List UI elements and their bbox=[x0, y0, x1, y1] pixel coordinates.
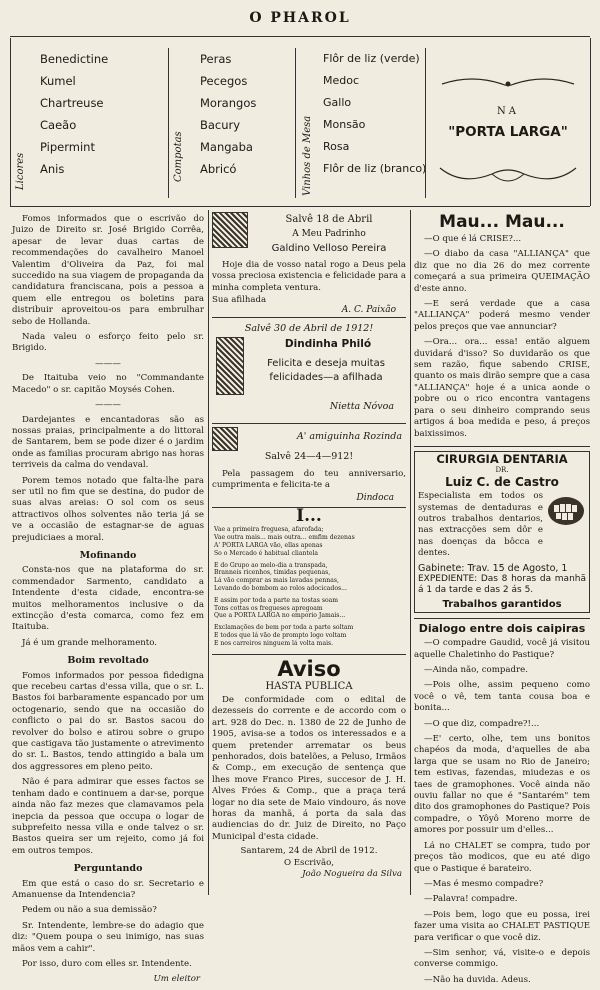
poem-line: Que a PORTA LARGA no emporio Jamais... bbox=[214, 612, 346, 620]
licores-item: Chartreuse bbox=[40, 96, 104, 110]
decorative-corner-icon bbox=[212, 212, 248, 248]
poem-line: So o Mercado é habitual cliantela bbox=[214, 549, 319, 557]
aviso-title: Aviso bbox=[277, 656, 341, 681]
article-paragraph: —O que é lá CRISE?... bbox=[424, 234, 522, 244]
notice-rule bbox=[414, 446, 590, 447]
column-rule bbox=[410, 210, 411, 895]
article-paragraph: Porem temos notado que falta-lhe para ser util no fim que se destina, do pudor de suas alvas areias: O sol com os seus attractivos olhos solventes não teria já se ve a occasião de estagnar-se de aguas prejudiciaes a moral. bbox=[12, 475, 204, 543]
licores-item: Benedictine bbox=[40, 52, 109, 66]
article-signature: Um eleitor bbox=[153, 974, 200, 985]
article-heading: Boim revoltado bbox=[67, 655, 149, 667]
notice-signature: A. C. Paixão bbox=[341, 305, 396, 315]
column-rule bbox=[208, 210, 209, 895]
article-paragraph: Por isso, duro com elles sr. Intendente. bbox=[22, 958, 192, 969]
porta-larga-ad bbox=[432, 60, 584, 200]
poem-line: Tons cottas os fregueses apregoam bbox=[214, 604, 323, 612]
poem-line: E assim por toda a parte na tostas soam bbox=[214, 596, 339, 604]
poem-line: Vae a primeira freguesa, afarofada; bbox=[214, 526, 324, 534]
notice-signature: Dindoca bbox=[356, 493, 394, 503]
flourish-ornament-top bbox=[432, 74, 584, 94]
notice-to: A Meu Padrinho bbox=[292, 229, 366, 239]
article-paragraph: —Ainda não, compadre. bbox=[424, 665, 528, 675]
mau-title: Mau... Mau... bbox=[439, 212, 565, 232]
cirurgia-ad bbox=[414, 451, 590, 613]
vinhos-list bbox=[323, 48, 426, 180]
masthead bbox=[0, 0, 600, 38]
notice-rule bbox=[212, 507, 406, 508]
cirurgia-name: Luiz C. de Castro bbox=[445, 474, 559, 489]
article-paragraph: —E será verdade que a casa "ALLIANÇA" poderá mesmo vender pelos preços que vae annunciar? bbox=[414, 299, 590, 332]
article-paragraph: —O diabo da casa "ALLIANÇA" que diz que no dia 26 do mez corrente começará a sua primeira QUEIMAÇÃO d'este anno. bbox=[414, 249, 590, 294]
dialogo-title: Dialogo entre dois caipiras bbox=[418, 622, 586, 636]
notice-rule bbox=[212, 423, 406, 424]
licores-label: Licores bbox=[15, 152, 26, 190]
vinhos-label: Vinhos de Mesa bbox=[302, 115, 313, 196]
ads-bottom-rule bbox=[10, 206, 590, 207]
compotas-item: Peras bbox=[200, 52, 232, 66]
cirurgia-expediente: EXPEDIENTE: Das 8 horas da manhã á 1 da tarde e das 2 ás 5. bbox=[418, 573, 586, 596]
licores-item: Anis bbox=[40, 162, 65, 176]
birthday-notice-3 bbox=[212, 427, 406, 507]
licores-item: Pipermint bbox=[40, 140, 95, 154]
notice-date: Salvê 24—4—912! bbox=[264, 451, 354, 462]
article-paragraph: —Ora... ora... essa! então alguem duvidará d'isso? So duvidarão os que sem razão, fique sabendo CRISE, quanto os mais dirão sempre que a casa "ALLIANÇA" hoje é a unica aonde o pobre ou o rico encontra vantagens para o seu dinheiro comprando seus artigos á boa medida e peso, á preços baixissimos. bbox=[414, 337, 590, 439]
article-paragraph: Dardejantes e encantadoras são as nossas praias, principalmente a do littoral de Santarem, bem se pode dizer é o jardim onde as familias procuram abrigo nas horas terriveis da calma do vendaval. bbox=[12, 414, 204, 471]
article-paragraph: Não é para admirar que esses factos se tenham dado e continuem a dar-se, porque ainda não faz mezes que clamavamos pela inepcia da pessoa que occupa o logar de subprefeito nessa villa e onde talvez o sr. Bastos queira ser um rejeito, como já foi em outros tempos. bbox=[12, 777, 204, 856]
middle-column bbox=[212, 212, 406, 880]
vinhos-item: Flôr de liz (branco) bbox=[323, 162, 427, 175]
article-paragraph: —Não ha duvida. Adeus. bbox=[424, 974, 531, 985]
poem-line: Branneis ricenhos, timidas pequenas, bbox=[214, 569, 331, 577]
cirurgia-title: CIRURGIA DENTARIA bbox=[436, 451, 568, 466]
flourish-ornament-bottom bbox=[432, 160, 584, 190]
poem-body bbox=[212, 526, 406, 647]
porta-larga-top: NA bbox=[497, 106, 519, 117]
compotas-label: Compotas bbox=[173, 131, 184, 182]
ads-divider bbox=[168, 48, 169, 198]
article-paragraph: Em que está o caso do sr. Secretario e Amanuense da Intendencia? bbox=[12, 878, 204, 900]
aviso-signature: João Nogueira da Silva bbox=[302, 869, 402, 880]
compotas-item: Abricó bbox=[200, 162, 237, 176]
article-paragraph: —E' certo, olhe, tem uns bonitos chapéos da moda, d'aquelles de aba larga que se usam no Rio de Janeiro; tem estivas, fazendas, miudezas e os taes de gramophones. Você ainda não ouviu fallar no que é "Santarém" tem dito dos gramophones do Pastique? Pois compadre, o Yôyô Moreno morre de amores por possuir um d'elles... bbox=[414, 734, 590, 836]
poem-line: A' PORTA LARGA vão, ellas apenas bbox=[214, 542, 323, 549]
cirurgia-dr: DR. bbox=[495, 466, 509, 475]
article-paragraph: —Pois bem, logo que eu possa, irei fazer uma visita ao CHALET PASTIQUE para verificar o que você diz. bbox=[414, 909, 590, 943]
article-paragraph: Pedem ou não a sua demissão? bbox=[22, 905, 157, 916]
notice-rule bbox=[414, 618, 590, 619]
notice-signature: Nietta Nóvoa bbox=[329, 401, 394, 412]
aviso-closing: O Escrivão, bbox=[283, 857, 334, 868]
notice-name: Galdino Velloso Pereira bbox=[271, 243, 387, 254]
article-paragraph: —Palavra! compadre. bbox=[424, 894, 518, 905]
article-paragraph: —Mas é mesmo compadre? bbox=[424, 878, 544, 889]
aviso-date: Santarem, 24 de Abril de 1912. bbox=[240, 846, 378, 857]
notice-headline: A' amiguinha Rozinda bbox=[296, 431, 402, 442]
compotas-item: Morangos bbox=[200, 96, 257, 110]
cirurgia-footer: Trabalhos garantidos bbox=[442, 598, 562, 610]
notice-name: Dindinha Philó bbox=[284, 338, 372, 350]
ads-right-rule bbox=[590, 38, 591, 206]
compotas-item: Pecegos bbox=[200, 74, 248, 88]
notice-closing: Sua afilhada bbox=[212, 295, 267, 305]
poem-line: E todos que lá vão de prompto logo voltam bbox=[214, 631, 347, 639]
vinhos-item: Monsão bbox=[323, 118, 366, 131]
article-paragraph: Nada valeu o esforço feito pelo sr. Brigido. bbox=[12, 332, 204, 354]
dentures-icon bbox=[546, 491, 586, 531]
ads-divider bbox=[295, 48, 296, 198]
vinhos-item: Gallo bbox=[323, 96, 352, 109]
notice-rule bbox=[212, 654, 406, 655]
separator: ——— bbox=[95, 358, 121, 369]
article-paragraph: —Sim senhor, vá, visite-o e depois converse commigo. bbox=[414, 947, 590, 970]
notice-rule bbox=[212, 317, 406, 318]
vinhos-item: Medoc bbox=[323, 74, 360, 87]
flower-vase-icon bbox=[216, 337, 244, 395]
poem-line: E do Grupo ao melo-dia a transpada, bbox=[214, 561, 328, 569]
left-column bbox=[12, 214, 204, 986]
notice-headline: Salvê 30 de Abril de 1912! bbox=[244, 323, 374, 334]
ads-divider bbox=[425, 48, 426, 198]
ads-left-rule bbox=[10, 38, 11, 206]
notice-text: Felicita e deseja muitas felicidades—a afilhada bbox=[267, 358, 385, 383]
decorative-corner-icon bbox=[212, 427, 238, 451]
article-paragraph: —O que diz, compadre?!... bbox=[424, 718, 540, 729]
article-heading: Perguntando bbox=[73, 863, 143, 875]
birthday-notice-2 bbox=[212, 321, 406, 423]
compotas-item: Bacury bbox=[200, 118, 241, 132]
poem-title: I... bbox=[296, 506, 322, 526]
article-paragraph: Fomos informados por pessoa fidedigna que recebeu cartas d'essa villa, que o sr. L. Bastos foi barbaramente espancado por um octogenario, sendo que na occasião do conflicto o pai do sr. Bastos sacou do revolver do bolso e atirou sobre o grupo que castigava tão justamente o atrevimento do sr. L. Bastos, tendo attingido a bala um dos aggressores em pleno peito. bbox=[12, 670, 204, 772]
separator: ——— bbox=[95, 400, 121, 411]
notice-text: Pela passagem do teu anniversario, cumprimenta e felicita-te a bbox=[212, 469, 406, 491]
article-paragraph: Já é um grande melhoramento. bbox=[22, 637, 158, 648]
vinhos-item: Flôr de liz (verde) bbox=[323, 52, 420, 65]
notice-headline: Salvê 18 de Abril bbox=[285, 214, 373, 225]
poem-line: Exclamações de bem por toda a parte soltam bbox=[214, 624, 354, 632]
right-column bbox=[414, 212, 590, 990]
article-paragraph: Lá no CHALET se compra, tudo por preços tão modicos, que eu até digo que o Pastique é barateiro. bbox=[414, 840, 590, 874]
notice-text: Hoje dia de vosso natal rogo a Deus pela vossa preciosa existencia e felicidade para a minha completa ventura. bbox=[212, 260, 406, 293]
poem-line: Lá vão comprar as mais lavadas pennas, bbox=[214, 577, 339, 585]
compotas-item: Mangaba bbox=[200, 140, 253, 154]
licores-list bbox=[40, 48, 108, 180]
article-paragraph: Fomos informados que o escrivão do Juizo de Direito sr. José Brigido Corrêa, apesar de levar duas cartas de recommendações do cavalheiro Manoel Valentim d'Oliveira da Paz, foi mal succedido na sua viagem de propaganda da candidatura franciscana, pois a pessoa a quem elle entregou os boletins para distribuir aproveitou-os para embrulhar sebo de Hollanda. bbox=[12, 214, 204, 327]
masthead-rule bbox=[10, 36, 590, 37]
poem-line: Levando do bombom ao rolos adocicados... bbox=[214, 584, 347, 592]
poem-line: Vae outra mais... mais outra... emfim dezenas bbox=[214, 534, 355, 542]
licores-item: Caeão bbox=[40, 118, 77, 132]
aviso-subtitle: HASTA PUBLICA bbox=[265, 680, 353, 692]
article-heading: Mofinando bbox=[79, 549, 137, 561]
article-paragraph: —Pois olhe, assim pequeno como você o vê, tem tanta cousa boa e bonita... bbox=[414, 680, 590, 714]
vinhos-item: Rosa bbox=[323, 140, 350, 153]
porta-larga-name: "PORTA LARGA" bbox=[448, 124, 568, 140]
cirurgia-text: Especialista em todos os systemas de dentaduras e outros trabalhos dentarios, nas extracções sem dôr e nas doenças da bôcca e dentes. bbox=[418, 491, 543, 559]
poem-line: E nos carreiros ninguem lá volta mais. bbox=[214, 639, 334, 647]
cirurgia-gabinete: Gabinete: Trav. 15 de Agosto, 1 bbox=[418, 562, 568, 574]
newspaper-title: O PHAROL bbox=[249, 10, 351, 26]
compotas-list bbox=[200, 48, 256, 180]
article-paragraph: Consta-nos que na plataforma do sr. commendador Sarmento, candidato a Intendente d'esta cidade, encontra-se muitos melhoramentos inclusive o da extincção d'esta comarca, como fez em Itaituba. bbox=[12, 565, 204, 633]
birthday-notice-1 bbox=[212, 212, 406, 317]
article-paragraph: Sr. Intendente, lembre-se do adagio que diz: "Quem poupa o seu inimigo, nas suas mãos vem a cahir". bbox=[12, 920, 204, 954]
article-paragraph: De Itaituba veio no "Commandante Macedo" o sr. capitão Moysés Cohen. bbox=[12, 373, 204, 395]
article-paragraph: —O compadre Gaudid, você já visitou aquelle Chaletinho do Pastique? bbox=[414, 638, 590, 660]
aviso-text: De conformidade com o edital de dezesseis do corrente e de accordo com o art. 928 do Dec. n. 1380 de 22 de Junho de 1905, avisa-se a todos os interessados e a quem pretender arrematar os beus penhorados, dois batelões, a Peluso, Irmãos & Comp., em execução de sentença que lhes move Franco Pires, succesor de J. H. Alves Fróes & Comp., que a praça terá logar no dia sete de Maio vindouro, ás nove horas da manhã, á porta da sala das audiencias do dr. Juiz de Direito, no Paço Municipal d'esta cidade. bbox=[212, 694, 406, 842]
licores-item: Kumel bbox=[40, 74, 76, 88]
